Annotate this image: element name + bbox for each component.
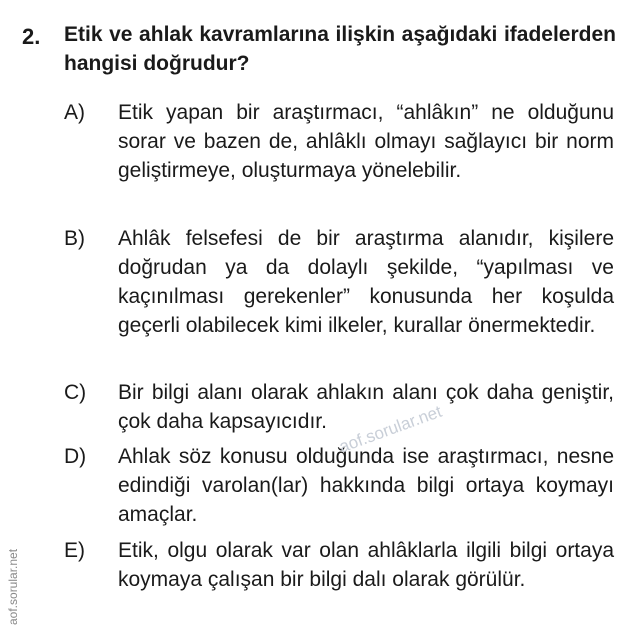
option-e-text: Etik, olgu olarak var olan ahlâklarla ilgili bilgi ortaya koymaya çalışan bir bilgi dalı olarak görülür. [118, 539, 614, 591]
question-number: 2. [22, 24, 41, 49]
question-text: Etik ve ahlak kavramlarına ilişkin aşağıdaki ifadelerden hangisi doğrudur? [64, 23, 616, 75]
option-a-letter: A) [64, 101, 85, 124]
option-a-text: Etik yapan bir araştırmacı, “ahlâkın” ne olduğunu sorar ve bazen de, ahlâklı olmayı sağlayıcı bir norm geliştirmeye, oluşturmaya yönelebilir. [118, 101, 614, 182]
option-c-letter: C) [64, 381, 87, 404]
option-b-text: Ahlâk felsefesi de bir araştırma alanıdır, kişilere doğrudan ya da dolaylı şekilde, “yapılması ve kaçınılması gerekenler” konusunda her koşulda geçerli olabilecek kimi ilkeler, kurallar önermektedir. [118, 227, 614, 337]
watermark-center: aof.sorular.net [336, 401, 445, 457]
option-d-letter: D) [64, 445, 87, 468]
option-b-letter: B) [64, 227, 85, 250]
option-e-letter: E) [64, 539, 85, 562]
option-c-text: Bir bilgi alanı olarak ahlakın alanı çok daha geniştir, çok daha kapsayıcıdır. [118, 381, 614, 433]
option-d-text: Ahlak söz konusu olduğunda ise araştırmacı, nesne edindiği varolan(lar) hakkında bilgi ortaya koymayı amaçlar. [118, 445, 614, 526]
watermark-side: aof.sorular.net [6, 548, 20, 625]
